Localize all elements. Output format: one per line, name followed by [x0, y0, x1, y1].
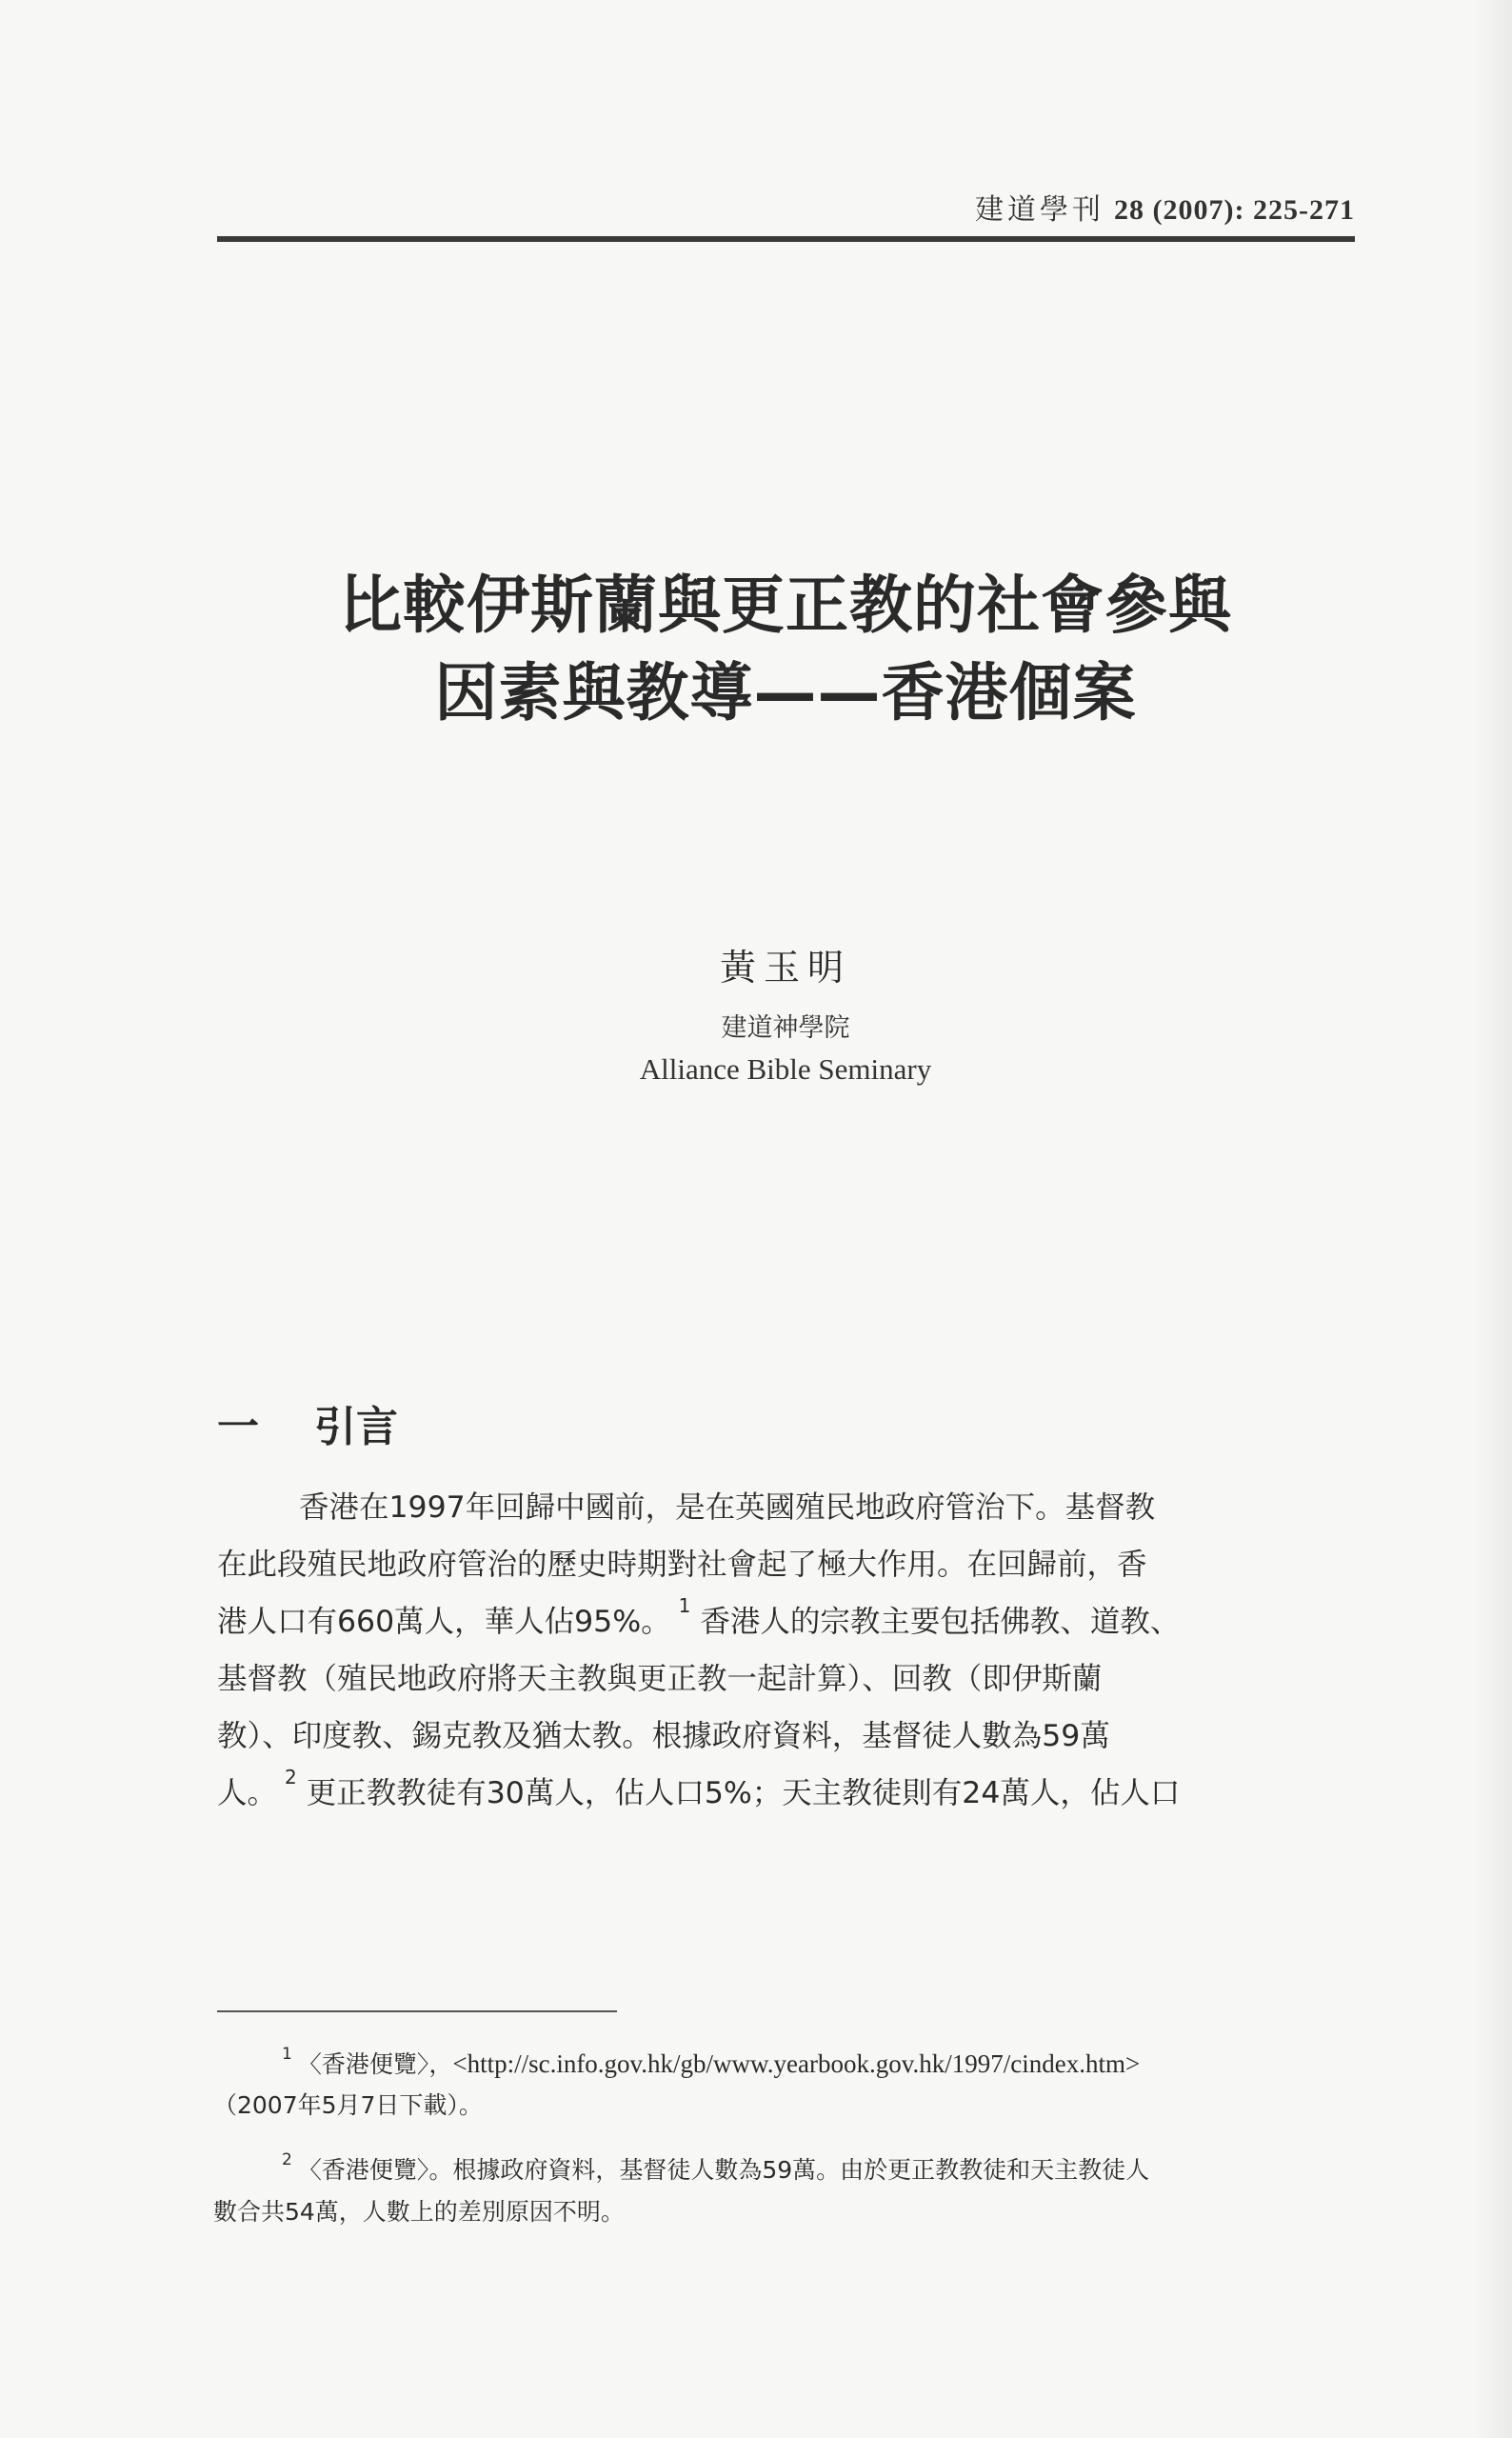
- body-text-run: 香港人的宗教主要包括佛教、道教、: [700, 1605, 1181, 1639]
- body-line: 在此段殖民地政府管治的歷史時期對社會起了極大作用。在回歸前，香: [217, 1548, 1147, 1582]
- section-title: 引言: [314, 1403, 398, 1451]
- author-name: 黃玉明: [719, 947, 851, 989]
- body-line: 香港在1997年回歸中國前，是在英國殖民地政府管治下。基督教: [299, 1490, 1156, 1525]
- footnote-mark: 2: [282, 2150, 292, 2169]
- title-line-1: 比較伊斯蘭與更正教的社會參與: [339, 569, 1232, 642]
- footnote-url-link[interactable]: <http://sc.info.gov.hk/gb/www.yearbook.gov.hk/1997/cindex.htm>: [452, 2049, 1141, 2078]
- footnote-1-continued: （2007年5月7日下載）。: [213, 2091, 483, 2119]
- footnote-text: 〈香港便覽〉，: [297, 2050, 453, 2078]
- journal-citation: 28 (2007): 225-271: [1114, 194, 1355, 226]
- footnote-2: [213, 2149, 1361, 2191]
- running-head: [975, 186, 1355, 228]
- body-line: 基督教（殖民地政府將天主教與更正教一起計算）、回教（即伊斯蘭: [217, 1662, 1103, 1696]
- footnote-separator: [217, 2010, 617, 2012]
- footnote-1: [213, 2043, 1361, 2085]
- footnotes: [213, 2043, 1361, 2233]
- body-line: [217, 1593, 1355, 1650]
- body-text-run: 更正教教徒有30萬人，佔人口5%；天主教徒則有24萬人，佔人口: [306, 1776, 1181, 1810]
- title-line-2: 因素與教導——香港個案: [434, 656, 1137, 729]
- section-number: 一: [217, 1403, 259, 1451]
- footnote-ref-1[interactable]: 1: [678, 1594, 691, 1617]
- header-rule: [217, 236, 1355, 242]
- footnote-2-continued: 數合共54萬，人數上的差別原因不明。: [213, 2198, 625, 2226]
- affiliation-chinese: 建道神學院: [721, 1013, 850, 1043]
- body-paragraph: [217, 1479, 1355, 1822]
- body-line: 教）、印度教、錫克教及猶太教。根據政府資料，基督徒人數為59萬: [217, 1719, 1110, 1753]
- body-text-run: 港人口有660萬人，華人佔95%。: [217, 1605, 671, 1639]
- footnote-ref-2[interactable]: 2: [285, 1766, 297, 1789]
- affiliation-english: Alliance Bible Seminary: [639, 1052, 932, 1086]
- footnote-text: 〈香港便覽〉。根據政府資料，基督徒人數為59萬。由於更正教教徒和天主教徒人: [297, 2156, 1150, 2184]
- article-title: [0, 562, 1512, 737]
- journal-name: 建道學刊: [975, 193, 1105, 227]
- page-edge-shadow: [1474, 0, 1512, 2438]
- footnote-mark: 1: [282, 2045, 292, 2064]
- section-heading: [217, 1392, 398, 1453]
- body-line: [217, 1765, 1355, 1822]
- body-text-run: 人。: [217, 1776, 278, 1810]
